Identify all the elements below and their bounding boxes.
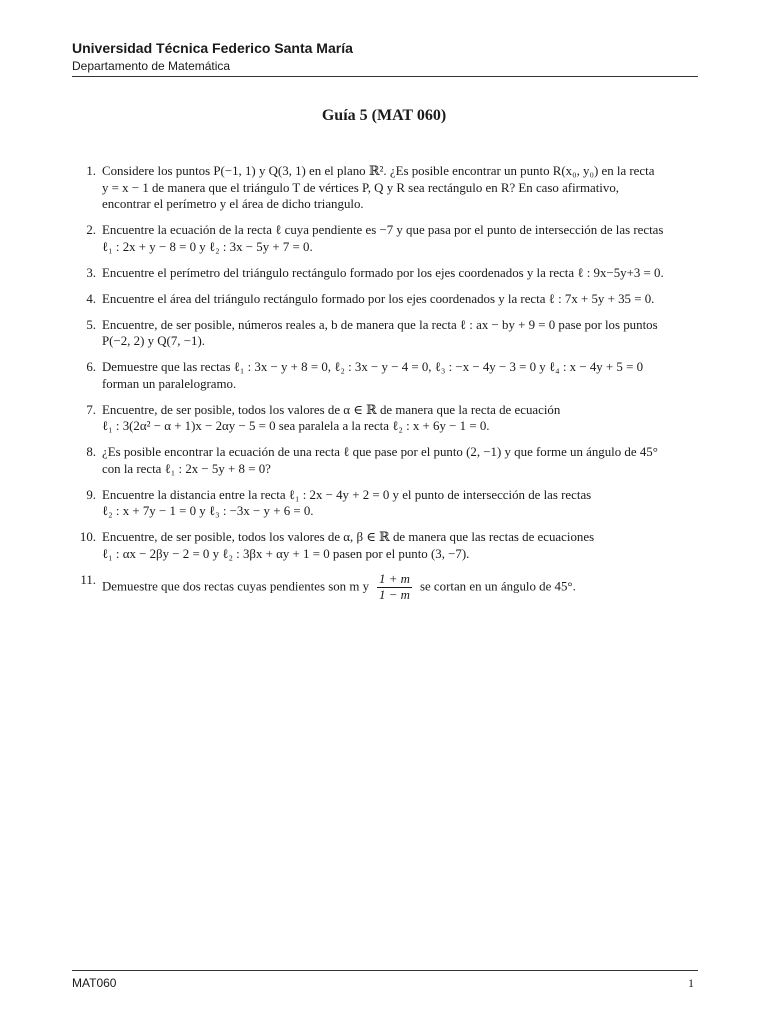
exercise-number: 5. bbox=[86, 317, 96, 332]
exercise-item bbox=[72, 529, 700, 562]
exercise-number: 3. bbox=[86, 265, 96, 280]
exercise-text: Demuestre que las rectas ℓ₁ : 3x − y + 8 = 0, ℓ₂ : 3x − y − 4 = 0, ℓ₃ : −x − 4y − 3 = 0 y ℓ₄ : x − 4y + 5 = 0 forman un paralelogramo. bbox=[102, 360, 644, 391]
exercise-text: Encuentre, de ser posible, números reales a, b de manera que la recta ℓ : ax − by + 9 = 0 pase por los puntos P(−2, 2) y Q(7, −1). bbox=[102, 317, 658, 348]
exercise-item bbox=[72, 265, 700, 282]
exercise-item bbox=[72, 572, 700, 603]
exercise-number: 10. bbox=[79, 530, 96, 544]
university-name: Universidad Técnica Federico Santa María bbox=[72, 40, 353, 56]
fraction-numerator: 1 + m bbox=[379, 571, 410, 586]
fraction-denominator: 1 − m bbox=[379, 587, 410, 602]
exercise-list bbox=[72, 163, 700, 612]
exercise-text: Demuestre que dos rectas cuyas pendientes son m y bbox=[102, 578, 370, 593]
exercise-number: 11. bbox=[80, 572, 96, 587]
exercise-text: Encuentre, de ser posible, todos los valores de α, β ∈ ℝ de manera que las rectas de ecuaciones ℓ₁ : αx − 2βy − 2 = 0 y ℓ₂ : 3βx + αy + 1 = 0 pasen por el punto (3, −7). bbox=[102, 530, 595, 561]
exercise-number: 6. bbox=[86, 360, 96, 374]
exercise-item bbox=[72, 222, 700, 255]
page-number: 1 bbox=[688, 976, 694, 990]
exercise-text: Considere los puntos P(−1, 1) y Q(3, 1) en el plano ℝ². ¿Es posible encontrar un punto R(x₀, y₀) en la recta y = x − 1 de manera que el triángulo T de vértices P, Q y R sea rectángulo en R? En caso afirmativo, encontrar el perímetro y el área de dicho triangulo. bbox=[102, 164, 655, 211]
exercise-number: 8. bbox=[86, 445, 96, 459]
exercise-text: Encuentre la distancia entre la recta ℓ₁ : 2x − 4y + 2 = 0 y el punto de intersección de las rectas ℓ₂ : x + 7y − 1 = 0 y ℓ₃ : −3x − y + 6 = 0. bbox=[102, 487, 592, 518]
exercise-text: Encuentre la ecuación de la recta ℓ cuya pendiente es −7 y que pasa por el punto de intersección de las rectas ℓ₁ : 2x + y − 8 = 0 y ℓ₂ : 3x − 5y + 7 = 0. bbox=[102, 223, 664, 254]
footer-rule bbox=[72, 970, 698, 971]
exercise-text: Encuentre el perímetro del triángulo rectángulo formado por los ejes coordenados y la recta ℓ : 9x−5y+3 = 0. bbox=[102, 265, 664, 280]
exercise-text-end: se cortan en un ángulo de 45°. bbox=[419, 578, 576, 593]
exercise-number: 4. bbox=[86, 291, 96, 306]
exercise-item bbox=[72, 291, 700, 308]
exercise-number: 1. bbox=[86, 164, 96, 178]
exercise-text: Encuentre el área del triángulo rectángulo formado por los ejes coordenados y la recta ℓ : 7x + 5y + 35 = 0. bbox=[102, 291, 655, 306]
exercise-item bbox=[72, 359, 700, 392]
header-rule bbox=[72, 76, 698, 77]
fraction bbox=[377, 572, 412, 603]
exercise-item bbox=[72, 402, 700, 435]
exercise-text: Encuentre, de ser posible, todos los valores de α ∈ ℝ de manera que la recta de ecuación ℓ₁ : 3(2α² − α + 1)x − 2αy − 5 = 0 sea paralela a la recta ℓ₂ : x + 6y − 1 = 0. bbox=[102, 402, 561, 433]
footer-course-code: MAT060 bbox=[72, 976, 117, 990]
exercise-number: 7. bbox=[86, 402, 96, 417]
exercise-item bbox=[72, 487, 700, 520]
exercise-number: 9. bbox=[86, 487, 96, 502]
exercise-text: ¿Es posible encontrar la ecuación de una recta ℓ que pase por el punto (2, −1) y que forme un ángulo de 45° con la recta ℓ₁ : 2x − 5y + 8 = 0? bbox=[102, 445, 658, 476]
exercise-item bbox=[72, 317, 700, 350]
department-name: Departamento de Matemática bbox=[72, 59, 231, 73]
exercise-item bbox=[72, 163, 700, 213]
page-header bbox=[72, 40, 696, 74]
exercise-number: 2. bbox=[86, 223, 96, 237]
exercise-item bbox=[72, 444, 700, 477]
document-title: Guía 5 (MAT 060) bbox=[321, 107, 447, 124]
